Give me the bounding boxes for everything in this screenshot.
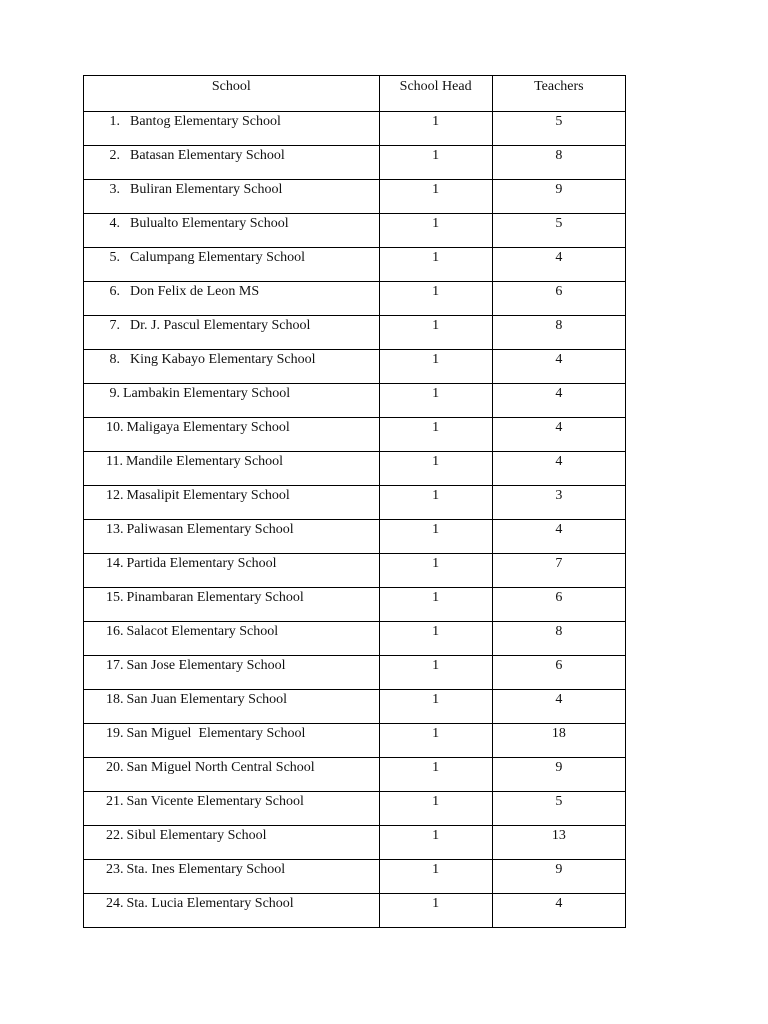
school-name-cell [84,860,380,894]
row-number: 20. [106,760,124,775]
teachers-count-cell [492,622,625,656]
table-row [84,622,626,656]
school-head-count: 1 [432,420,440,435]
row-number: 23. [106,862,124,877]
school-name-cell [84,350,380,384]
row-number: 14. [106,556,124,571]
school-head-count-cell [379,792,492,826]
school-name: Sta. Ines Elementary School [126,862,286,877]
school-name: Paliwasan Elementary School [126,522,294,537]
teachers-count-cell [492,112,625,146]
teachers-count: 4 [555,352,563,367]
table-row [84,282,626,316]
school-name-cell [84,248,380,282]
school-name-cell [84,146,380,180]
school-name: Maligaya Elementary School [126,420,290,435]
teachers-count: 4 [555,420,563,435]
table-row [84,520,626,554]
school-name-cell [84,520,380,554]
school-head-count: 1 [432,726,440,741]
row-number: 15. [106,590,124,605]
teachers-count-cell [492,214,625,248]
table-row [84,826,626,860]
school-head-count-cell [379,384,492,418]
school-name: Don Felix de Leon MS [130,284,260,299]
table-row [84,554,626,588]
school-head-count: 1 [432,114,440,129]
teachers-count: 9 [555,862,563,877]
school-name: San Jose Elementary School [126,658,286,673]
school-head-count-cell [379,520,492,554]
table-header-row [84,76,626,112]
school-name-cell [84,554,380,588]
school-head-count-cell [379,214,492,248]
school-head-count: 1 [432,896,440,911]
teachers-count: 6 [555,658,563,673]
school-head-count: 1 [432,522,440,537]
teachers-count-cell [492,418,625,452]
teachers-count: 5 [555,794,563,809]
teachers-count-cell [492,520,625,554]
row-number: 12. [106,488,124,503]
school-head-count: 1 [432,284,440,299]
teachers-count-cell [492,452,625,486]
teachers-count-cell [492,690,625,724]
school-name: Dr. J. Pascul Elementary School [130,318,311,333]
row-number: 5. [109,250,120,265]
school-head-count-cell [379,758,492,792]
school-name: Masalipit Elementary School [126,488,290,503]
school-head-count: 1 [432,250,440,265]
school-name: Batasan Elementary School [130,148,285,163]
table-row [84,588,626,622]
schools-table [83,75,626,928]
table-row [84,860,626,894]
row-number: 3. [109,182,120,197]
school-name: San Juan Elementary School [126,692,288,707]
table-row [84,384,626,418]
teachers-count-cell [492,588,625,622]
school-name-cell [84,214,380,248]
school-name: Mandile Elementary School [125,454,284,469]
teachers-count-cell [492,248,625,282]
table-row [84,656,626,690]
teachers-count-cell [492,724,625,758]
school-head-count-cell [379,622,492,656]
teachers-count: 8 [555,624,563,639]
teachers-count: 8 [555,148,563,163]
school-head-count-cell [379,248,492,282]
school-head-count-cell [379,690,492,724]
school-head-count: 1 [432,760,440,775]
school-head-count-cell [379,112,492,146]
school-name-cell [84,316,380,350]
table-row [84,180,626,214]
school-name: Partida Elementary School [126,556,277,571]
school-name: Sibul Elementary School [126,828,267,843]
school-name: Calumpang Elementary School [130,250,305,265]
school-head-count-cell [379,826,492,860]
school-name-cell [84,418,380,452]
table-row [84,112,626,146]
teachers-count-cell [492,146,625,180]
school-head-count: 1 [432,488,440,503]
school-name: San Vicente Elementary School [126,794,304,809]
teachers-count: 9 [555,760,563,775]
school-name-cell [84,622,380,656]
table-row [84,418,626,452]
school-head-count: 1 [432,352,440,367]
school-head-count-cell [379,350,492,384]
school-name: Salacot Elementary School [126,624,279,639]
school-head-count-cell [379,146,492,180]
school-head-count: 1 [432,828,440,843]
school-name-cell [84,656,380,690]
school-head-count-cell [379,316,492,350]
row-number: 19. [106,726,124,741]
row-number: 10. [106,420,124,435]
row-number: 8. [109,352,120,367]
school-name-cell [84,826,380,860]
school-name: Lambakin Elementary School [123,386,291,401]
teachers-count: 6 [555,590,563,605]
row-number: 17. [106,658,124,673]
row-number: 24. [106,896,124,911]
row-number: 16. [106,624,124,639]
teachers-count: 5 [555,216,563,231]
teachers-count-cell [492,350,625,384]
header-school-head: School Head [379,76,492,112]
table-row [84,758,626,792]
teachers-count-cell [492,180,625,214]
teachers-count-cell [492,894,625,928]
school-head-count: 1 [432,216,440,231]
school-head-count-cell [379,588,492,622]
table-body [84,112,626,928]
table-row [84,350,626,384]
row-number: 11. [106,454,123,469]
teachers-count: 5 [555,114,563,129]
teachers-count-cell [492,860,625,894]
teachers-count-cell [492,486,625,520]
school-name-cell [84,452,380,486]
table-row [84,146,626,180]
teachers-count-cell [492,554,625,588]
table-row [84,248,626,282]
teachers-count: 9 [555,182,563,197]
row-number: 7. [109,318,120,333]
header-school: School [84,76,380,112]
teachers-count: 3 [555,488,563,503]
teachers-count-cell [492,656,625,690]
school-name-cell [84,758,380,792]
teachers-count: 4 [555,250,563,265]
school-head-count-cell [379,656,492,690]
school-head-count-cell [379,486,492,520]
teachers-count-cell [492,792,625,826]
school-head-count-cell [379,452,492,486]
school-name: King Kabayo Elementary School [130,352,316,367]
row-number: 21. [106,794,124,809]
school-head-count-cell [379,180,492,214]
school-name-cell [84,112,380,146]
teachers-count: 7 [555,556,563,571]
school-head-count: 1 [432,692,440,707]
school-head-count: 1 [432,454,440,469]
teachers-count: 4 [555,386,563,401]
school-head-count: 1 [432,658,440,673]
school-name-cell [84,690,380,724]
school-name: Pinambaran Elementary School [126,590,304,605]
teachers-count: 4 [555,692,563,707]
table-row [84,316,626,350]
school-name: Bantog Elementary School [130,114,281,129]
table-row [84,214,626,248]
header-teachers: Teachers [492,76,625,112]
school-name-cell [84,894,380,928]
row-number: 22. [106,828,124,843]
school-head-count-cell [379,724,492,758]
school-head-count: 1 [432,386,440,401]
teachers-count: 13 [551,828,566,843]
row-number: 1. [109,114,120,129]
school-name: San Miguel North Central School [126,760,315,775]
teachers-count-cell [492,758,625,792]
school-head-count: 1 [432,590,440,605]
teachers-count: 4 [555,522,563,537]
school-name: Sta. Lucia Elementary School [126,896,294,911]
table-row [84,452,626,486]
school-head-count: 1 [432,182,440,197]
school-head-count: 1 [432,794,440,809]
row-number: 4. [109,216,120,231]
teachers-count: 4 [555,896,563,911]
school-name: Bulualto Elementary School [130,216,289,231]
teachers-count: 8 [555,318,563,333]
row-number: 18. [106,692,124,707]
school-name-cell [84,486,380,520]
school-name: San Miguel Elementary School [126,726,306,741]
teachers-count: 4 [555,454,563,469]
teachers-count: 6 [555,284,563,299]
table-row [84,690,626,724]
teachers-count-cell [492,384,625,418]
school-name-cell [84,384,380,418]
table-row [84,792,626,826]
row-number: 13. [106,522,124,537]
row-number: 9. [109,386,120,401]
school-head-count: 1 [432,318,440,333]
school-name-cell [84,724,380,758]
school-head-count-cell [379,554,492,588]
school-name-cell [84,282,380,316]
school-name: Buliran Elementary School [130,182,283,197]
school-head-count: 1 [432,148,440,163]
school-name-cell [84,180,380,214]
teachers-count-cell [492,316,625,350]
table-row [84,486,626,520]
school-name-cell [84,588,380,622]
teachers-count-cell [492,826,625,860]
school-head-count: 1 [432,862,440,877]
school-head-count-cell [379,282,492,316]
school-head-count: 1 [432,556,440,571]
school-head-count-cell [379,894,492,928]
table-row [84,724,626,758]
school-head-count-cell [379,418,492,452]
school-name-cell [84,792,380,826]
row-number: 2. [109,148,120,163]
teachers-count: 18 [551,726,566,741]
school-head-count: 1 [432,624,440,639]
row-number: 6. [109,284,120,299]
teachers-count-cell [492,282,625,316]
school-head-count-cell [379,860,492,894]
table-row [84,894,626,928]
